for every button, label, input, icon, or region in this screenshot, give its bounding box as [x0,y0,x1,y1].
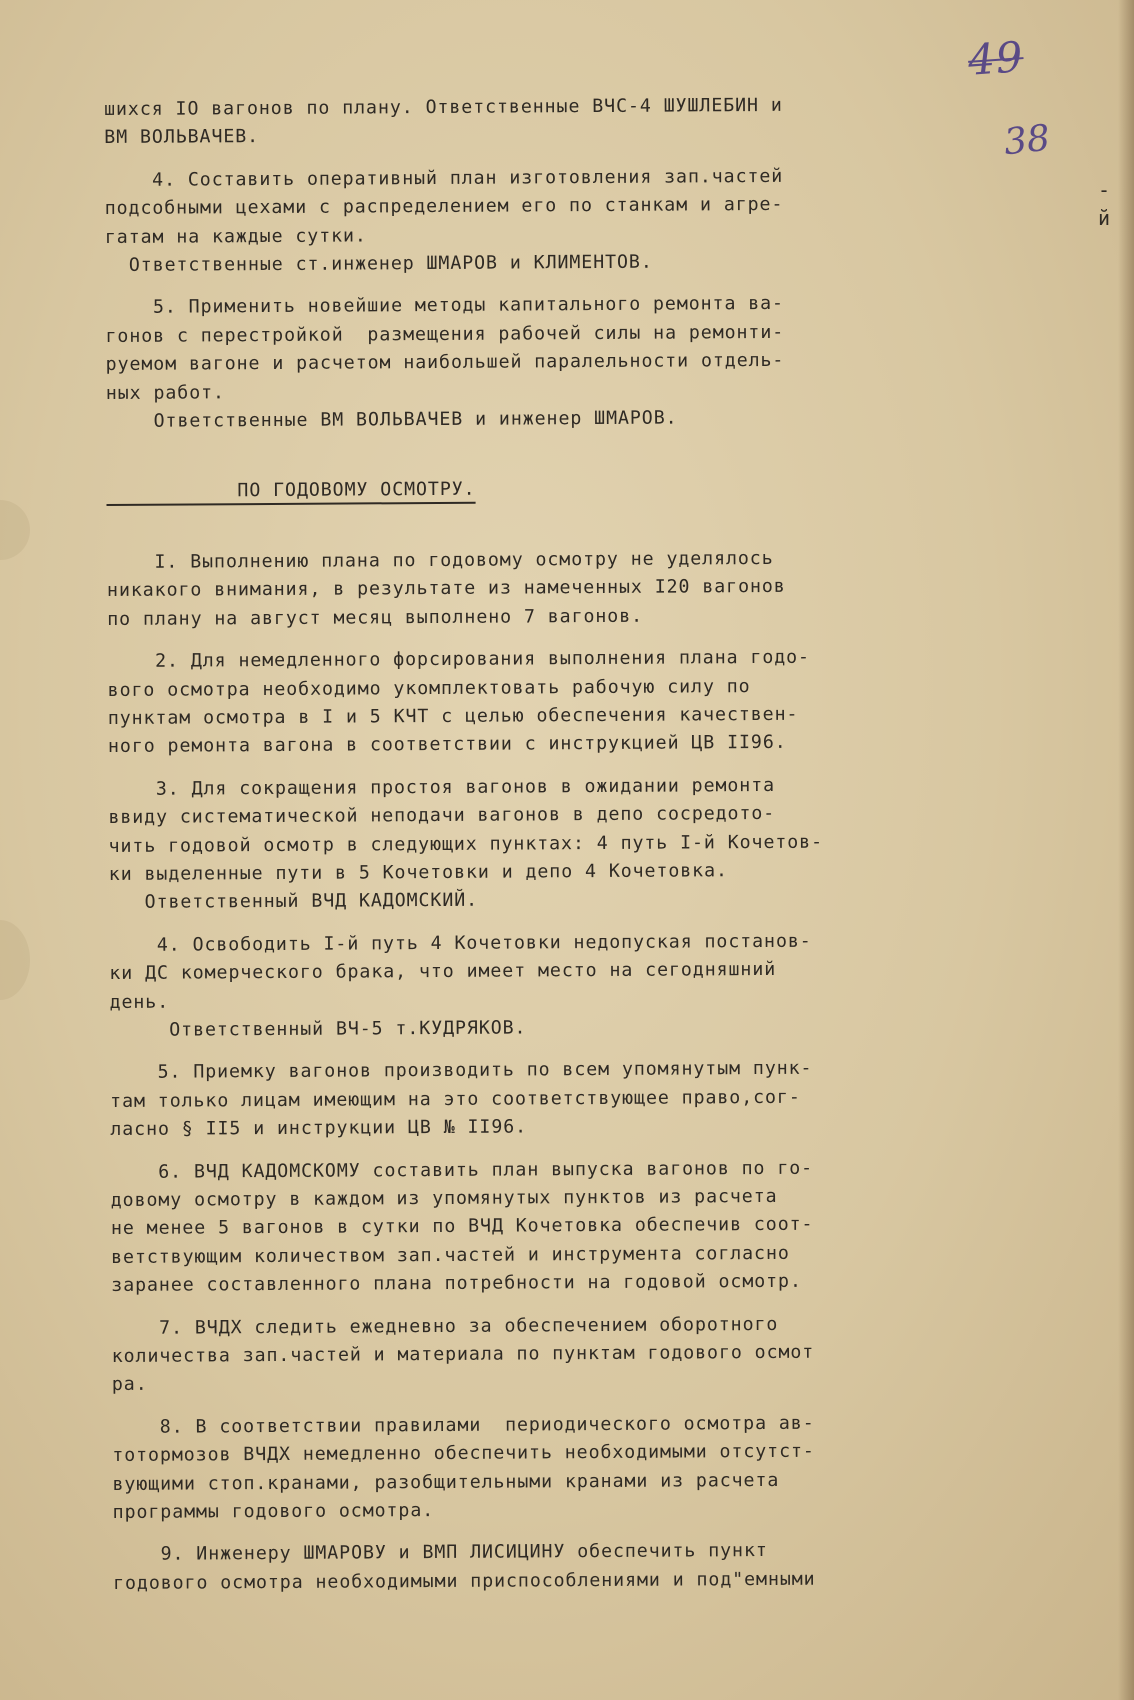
document-line: 5. Приемку вагонов производить по всем упомянутым пунк- [109,1058,813,1084]
paragraph-gap [107,501,1107,549]
document-line: количества зап.частей и материала по пунктам годового осмот [111,1341,815,1368]
document-line: 9. Инженеру ШМАРОВУ и ВМП ЛИСИЦИНУ обеспечить пункт [112,1540,768,1566]
document-line: ки ДС комерческого брака, что имеет место на сегодняшний [109,959,777,985]
paragraph-gap [106,430,1106,478]
document-line: ного ремонта вагона в соответствии с инструкцией ЦВ II96. [107,732,787,758]
document-line: 2. Для немедленного форсирования выполнения плана годо- [107,646,810,673]
document-line: 6. ВЧД КАДОМСКОМУ составить план выпуска вагонов по го- [110,1157,814,1183]
document-line: ласно § II5 и инструкции ЦВ № II96. [110,1116,528,1141]
document-line: день. [109,991,170,1013]
margin-mark: й [1098,206,1111,230]
page-edge-shadow [1118,0,1134,1700]
document-line: Ответственный ВЧД КАДОМСКИЙ. [108,890,479,914]
document-line: тотормозов ВЧДХ немедленно обеспечить необходимыми отсутст- [112,1440,815,1467]
document-line: 4. Составить оперативный план изготовления зап.частей [104,165,784,191]
document-line: там только лицам имеющим на это соответствующее право,сог- [110,1086,801,1112]
document-line: ки выделенные пути в 5 Кочетовки и депо 4 Кочетовка. [108,860,728,885]
document-line: Ответственный ВЧ-5 т.КУДРЯКОВ. [109,1017,527,1041]
document-line: вого осмотра необходимо укомплектовать рабочую силу по [107,675,751,701]
section-heading: ПО ГОДОВОМУ ОСМОТРУ. [106,479,476,503]
document-line: вующими стоп.кранами, разобщительными кранами из расчета [112,1469,780,1495]
paper-stain [0,920,30,1000]
document-line: ра. [111,1374,148,1396]
document-line: пунктам осмотра в I и 5 КЧТ с целью обеспечения качествен- [107,703,799,729]
document-line: чить годовой осмотр в следующих пунктах: 4 путь I-й Кочетов- [108,831,824,857]
paper-stain [0,500,30,560]
folio-number-secondary: 38 [1001,117,1052,164]
document-line: 7. ВЧДХ следить ежедневно за обеспечением оборотного [111,1313,779,1339]
document-line: по плану на август месяц выполнено 7 вагонов. [107,605,644,630]
document-line: 5. Применить новейшие методы капитального ремонта ва- [105,293,785,319]
document-line: гонов с перестройкой размещения рабочей силы на ремонти- [105,321,785,347]
document-line: руемом вагоне и расчетом наибольшей паралельности отдель- [105,350,785,376]
document-line: довому осмотру в каждом из упомянутых пунктов из расчета [110,1185,778,1211]
document-line: I. Выполнению плана по годовому осмотру не уделялось [106,547,774,573]
document-line: 3. Для сокращения простоя вагонов в ожидании ремонта [108,774,776,800]
margin-mark: - [1098,178,1111,202]
document-line: Ответственные ст.инженер ШМАРОВ и КЛИМЕНТОВ. [104,251,653,277]
document-line: подсобными цехами с распределением его по станкам и агре- [104,194,784,220]
document-line: ввиду систематической неподачи вагонов в депо сосредото- [108,803,776,829]
document-line: ных работ. [105,381,225,404]
document-line: заранее составленного плана потребности на годовой осмотр. [111,1270,802,1297]
document-line: не менее 5 вагонов в сутки по ВЧД Кочетовка обеспечив соот- [110,1214,814,1240]
document-line: 8. В соответствии правилами периодического осмотра ав- [112,1412,815,1438]
document-line: 4. Освободить I-й путь 4 Кочетовки недопуская постанов- [109,930,812,956]
document-line: программы годового осмотра. [112,1500,435,1524]
typed-document-body [104,90,1113,1598]
document-line: никакого внимания, в результате из намеченных I20 вагонов [106,576,786,602]
document-line: годового осмотра необходимыми приспособлениями и под"емными [113,1568,816,1594]
document-line: ветствующим количеством зап.частей и инструмента согласно [111,1242,790,1268]
folio-number: 49 [966,32,1026,85]
document-line: гатам на каждые сутки. [104,225,367,248]
document-line: Ответственные ВМ ВОЛЬВАЧЕВ и инженер ШМАРОВ. [105,407,678,433]
document-line: шихся IO вагонов по плану. Ответственные ВЧС-4 ШУШЛЕБИН и [104,94,783,120]
document-line: ВМ ВОЛЬВАЧЕВ. [104,126,260,149]
